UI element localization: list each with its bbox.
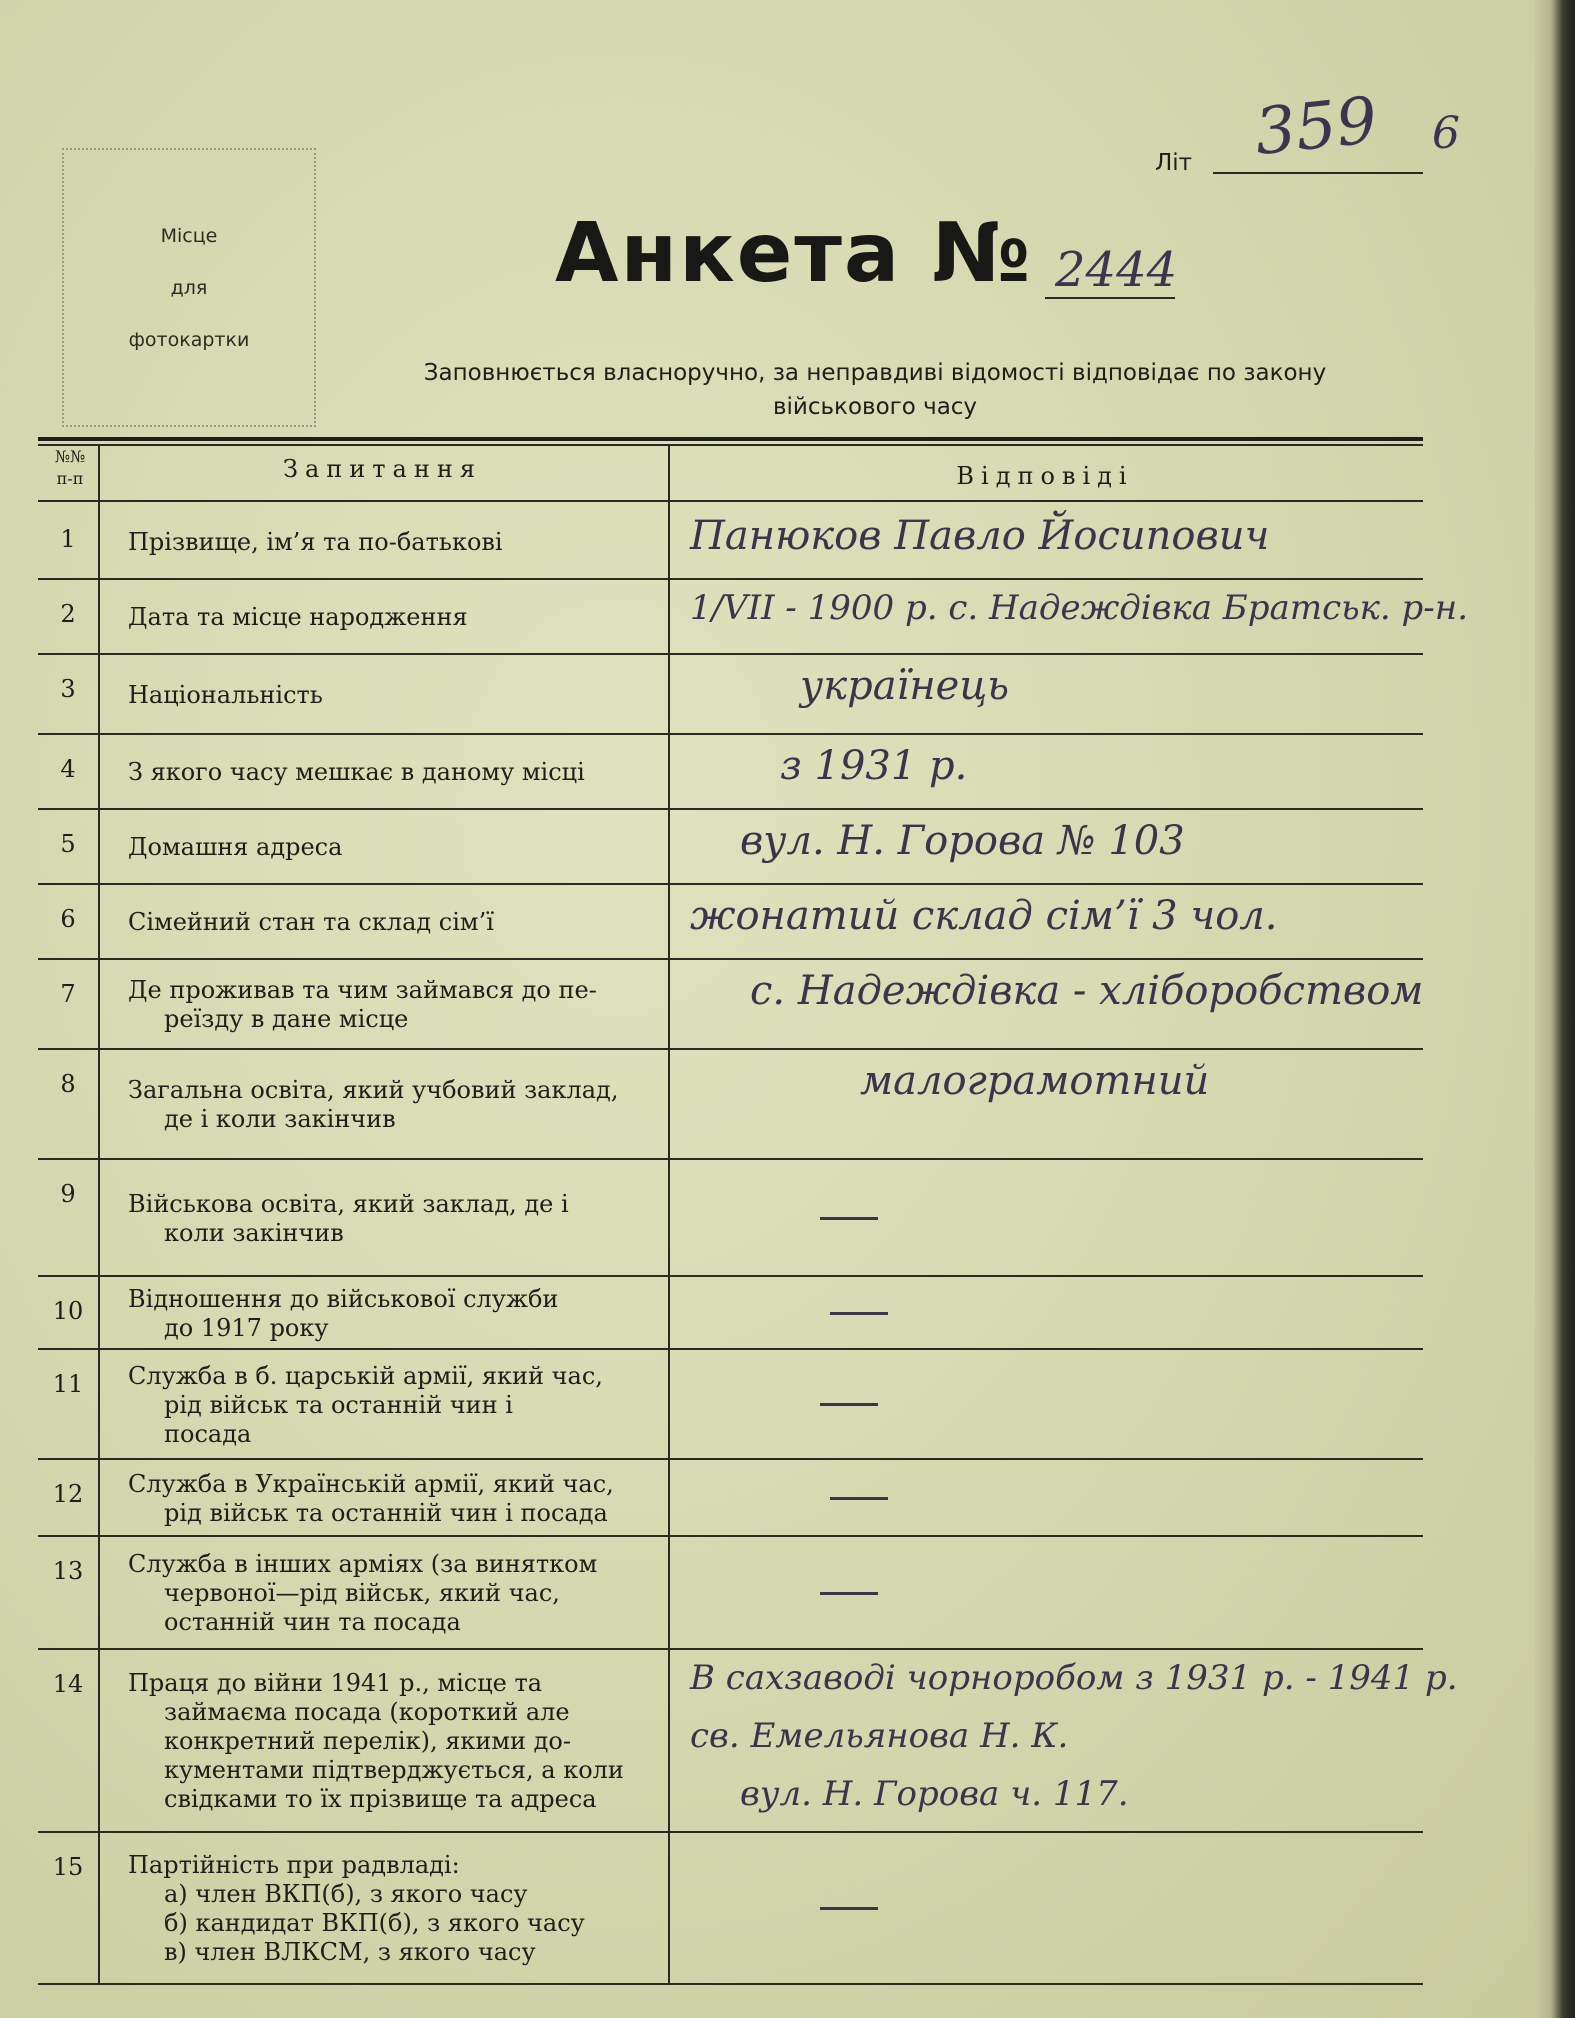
row-number: 11 xyxy=(52,1370,84,1398)
handwritten-answer: з 1931 р. xyxy=(780,743,968,789)
row-question xyxy=(128,1851,653,1967)
row-number: 5 xyxy=(60,830,76,858)
question-line: в) член ВЛКСМ, з якого часу xyxy=(164,1938,536,1966)
row-separator xyxy=(38,808,1423,810)
subtitle-line-2: військового часу xyxy=(772,394,978,420)
answer-dash xyxy=(820,1217,878,1220)
sheet-label: Літ xyxy=(1155,150,1193,176)
handwritten-answer: українець xyxy=(800,663,1010,709)
question-line: Відношення до військової служби xyxy=(128,1285,559,1313)
subtitle-line-1: Заповнюється власноручно, за неправдиві відомості відповідає по закону xyxy=(423,360,1327,386)
handwritten-answer: вул. Н. Горова № 103 xyxy=(740,818,1185,864)
sheet-number-value: 359 xyxy=(1251,83,1381,171)
answer-dash xyxy=(820,1907,878,1910)
question-line: рід військ та останній чин і посада xyxy=(164,1498,608,1527)
table-top-rule xyxy=(38,437,1423,441)
row-question xyxy=(128,1190,653,1248)
row-number: 2 xyxy=(60,600,76,628)
question-line: Служба в Українській армії, який час, xyxy=(128,1469,614,1498)
form-subtitle xyxy=(340,356,1410,424)
question-line: Загальна освіта, який учбовий заклад, xyxy=(128,1076,619,1104)
question-line: останній чин та посада xyxy=(164,1608,461,1636)
row-question xyxy=(128,833,653,862)
question-line: займаєма посада (короткий але xyxy=(164,1698,570,1726)
header-nn-line-2: п-п xyxy=(56,469,84,488)
header-questions: Запитання xyxy=(283,455,482,483)
row-separator xyxy=(38,1158,1423,1160)
row-question xyxy=(128,1470,653,1528)
row-separator xyxy=(38,578,1423,580)
row-separator xyxy=(38,1983,1423,1985)
handwritten-answer: В сахзаводі чорноробом з 1931 р. - 1941 р. xyxy=(690,1658,1458,1698)
sheet-page-number: 6 xyxy=(1432,108,1460,159)
question-line: Де проживав та чим займався до пе- xyxy=(128,976,597,1004)
row-question xyxy=(128,1669,653,1814)
answer-dash xyxy=(820,1592,878,1595)
row-number: 15 xyxy=(52,1853,84,1881)
row-question xyxy=(128,976,653,1034)
question-line: Праця до війни 1941 р., місце та xyxy=(128,1669,543,1697)
row-separator xyxy=(38,733,1423,735)
question-line: червоної—рід військ, який час, xyxy=(164,1579,560,1607)
row-number: 12 xyxy=(52,1480,84,1508)
photo-label-1: Місце xyxy=(160,224,218,247)
row-question xyxy=(128,1362,653,1449)
row-separator xyxy=(38,1648,1423,1650)
row-separator xyxy=(38,1275,1423,1277)
question-line: Домашня адреса xyxy=(128,833,343,861)
photo-label-3: фотокартки xyxy=(128,328,250,351)
question-line: Служба в б. царській армії, який час, xyxy=(128,1361,603,1390)
handwritten-answer: малограмотний xyxy=(860,1058,1210,1104)
row-question xyxy=(128,681,653,710)
answer-dash xyxy=(830,1497,888,1500)
question-line: реїзду в дане місце xyxy=(164,1005,409,1033)
sheet-number-line xyxy=(1213,172,1423,174)
question-line: кументами підтверджується, а коли xyxy=(164,1756,624,1784)
question-line: З якого часу мешкає в даному місці xyxy=(128,758,585,786)
question-line: посада xyxy=(164,1419,252,1448)
handwritten-answer: жонатий склад сім’ї 3 чол. xyxy=(690,893,1278,939)
question-line: Партійність при радвладі: xyxy=(128,1851,460,1879)
row-question xyxy=(128,1285,653,1343)
handwritten-answer: св. Емельянова Н. К. xyxy=(690,1716,1069,1756)
handwritten-answer: 1/VII - 1900 р. с. Надеждівка Братськ. р-н. xyxy=(690,588,1468,628)
question-line: Служба в інших арміях (за винятком xyxy=(128,1550,598,1578)
row-separator xyxy=(38,1458,1423,1460)
question-line: Дата та місце народження xyxy=(128,603,468,631)
question-line: де і коли закінчив xyxy=(164,1105,396,1133)
row-number: 4 xyxy=(60,755,76,783)
question-line: коли закінчив xyxy=(164,1218,344,1247)
handwritten-answer: Панюков Павло Йосипович xyxy=(690,513,1270,559)
question-line: рід військ та останній чин і xyxy=(164,1390,513,1419)
handwritten-answer: с. Надеждівка - хліборобством xyxy=(750,968,1424,1014)
row-number: 9 xyxy=(60,1180,76,1208)
header-nn-line-1: №№ xyxy=(54,447,86,466)
header-answers: Відповіді xyxy=(956,462,1134,490)
photo-placeholder xyxy=(62,148,316,427)
row-number: 10 xyxy=(52,1297,84,1325)
column-divider-answer xyxy=(668,444,670,1985)
photo-label-2: для xyxy=(170,276,208,299)
question-line: конкретний перелік), якими до- xyxy=(164,1727,571,1755)
row-number: 6 xyxy=(60,905,76,933)
row-question xyxy=(128,908,653,937)
question-line: свідками то їх прізвище та адреса xyxy=(164,1785,597,1813)
question-line: до 1917 року xyxy=(164,1314,329,1342)
row-number: 7 xyxy=(60,980,76,1008)
question-line: Національність xyxy=(128,680,323,709)
question-line: Сімейний стан та склад сім’ї xyxy=(128,908,494,936)
row-question xyxy=(128,528,653,557)
answer-dash xyxy=(830,1312,888,1315)
header-number-column xyxy=(45,446,95,490)
row-number: 3 xyxy=(60,675,76,703)
form-number: 2444 xyxy=(1055,242,1178,298)
column-divider-number xyxy=(98,444,100,1985)
row-question xyxy=(128,603,653,632)
question-line: Військова освіта, який заклад, де і xyxy=(128,1189,569,1218)
question-line: Прізвище, ім’я та по-батькові xyxy=(128,528,503,556)
answer-dash xyxy=(820,1403,878,1406)
question-line: б) кандидат ВКП(б), з якого часу xyxy=(164,1909,585,1937)
row-number: 13 xyxy=(52,1557,84,1585)
handwritten-answer: вул. Н. Горова ч. 117. xyxy=(740,1774,1129,1814)
question-line: а) член ВКП(б), з якого часу xyxy=(164,1880,528,1908)
row-separator xyxy=(38,958,1423,960)
row-question xyxy=(128,1550,653,1637)
row-question xyxy=(128,758,653,787)
row-number: 14 xyxy=(52,1670,84,1698)
header-separator xyxy=(38,500,1423,502)
row-separator xyxy=(38,1535,1423,1537)
row-separator xyxy=(38,1348,1423,1350)
row-question xyxy=(128,1076,653,1134)
row-separator xyxy=(38,1831,1423,1833)
form-title: Анкета № xyxy=(555,206,1033,301)
row-separator xyxy=(38,653,1423,655)
row-separator xyxy=(38,883,1423,885)
row-number: 8 xyxy=(60,1070,76,1098)
row-number: 1 xyxy=(60,525,76,553)
table-top-rule-thin xyxy=(38,444,1423,446)
row-separator xyxy=(38,1048,1423,1050)
